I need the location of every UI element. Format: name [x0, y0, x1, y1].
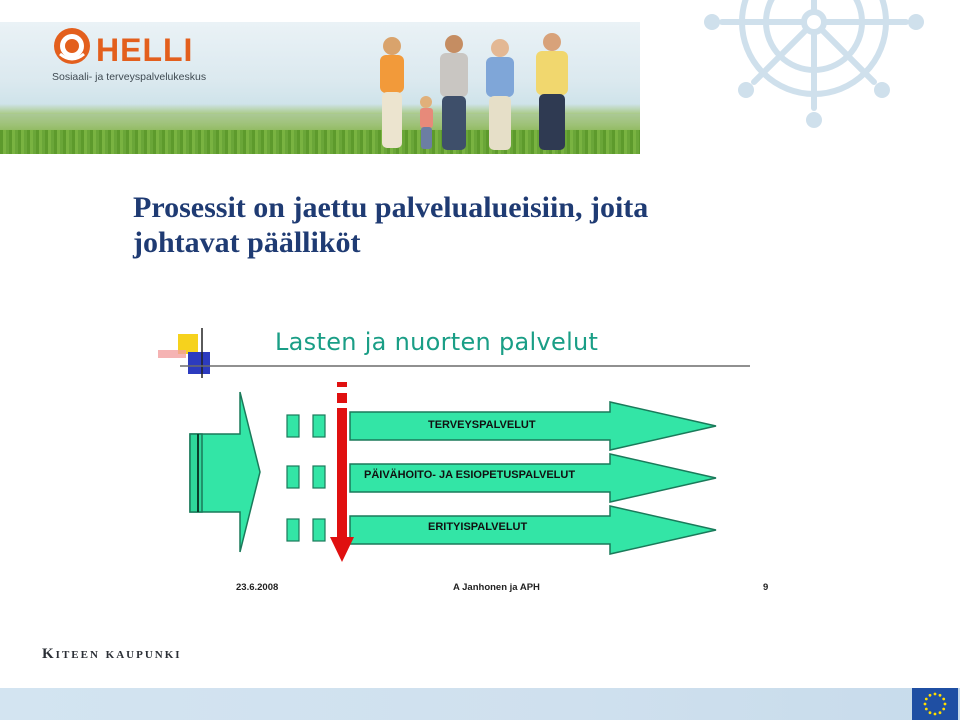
marker-2a: [287, 466, 299, 488]
eu-flag-icon: [912, 688, 958, 720]
arrow-erityispalvelut: [350, 506, 716, 554]
bottom-bar: [0, 688, 960, 720]
logo-subtitle: Sosiaali- ja terveyspalvelukeskus: [52, 71, 207, 83]
marker-2b: [313, 466, 325, 488]
slide-title: [133, 190, 893, 260]
deco-blue-square: [188, 352, 210, 374]
slide-title-line1: Prosessit on jaettu palvelualueisiin, joita: [133, 191, 649, 224]
service-process-diagram: [150, 322, 800, 602]
ship-wheel-icon: [692, 0, 942, 140]
deco-pink-bar: [158, 350, 186, 358]
diagram-page-number: 9: [763, 582, 769, 593]
logo-wordmark: HELLI: [96, 32, 194, 68]
input-block-arrow: [190, 392, 260, 552]
diagram-date: 23.6.2008: [236, 582, 279, 593]
marker-3b: [313, 519, 325, 541]
diagram-title: Lasten ja nuorten palvelut: [275, 328, 599, 356]
diagram-author: A Janhonen ja APH: [453, 582, 540, 593]
arrow-label-terveyspalvelut: TERVEYSPALVELUT: [428, 419, 536, 431]
arrow-label-erityispalvelut: ERITYISPALVELUT: [428, 521, 528, 533]
marker-1a: [287, 415, 299, 437]
city-wordmark: Kiteen kaupunki: [42, 646, 182, 662]
marker-1b: [313, 415, 325, 437]
slide-title-line2: johtavat päälliköt: [133, 226, 361, 259]
family-photo: [360, 22, 600, 154]
arrow-label-paivahoito: PÄIVÄHOITO- JA ESIOPETUSPALVELUT: [364, 469, 576, 481]
marker-3a: [287, 519, 299, 541]
